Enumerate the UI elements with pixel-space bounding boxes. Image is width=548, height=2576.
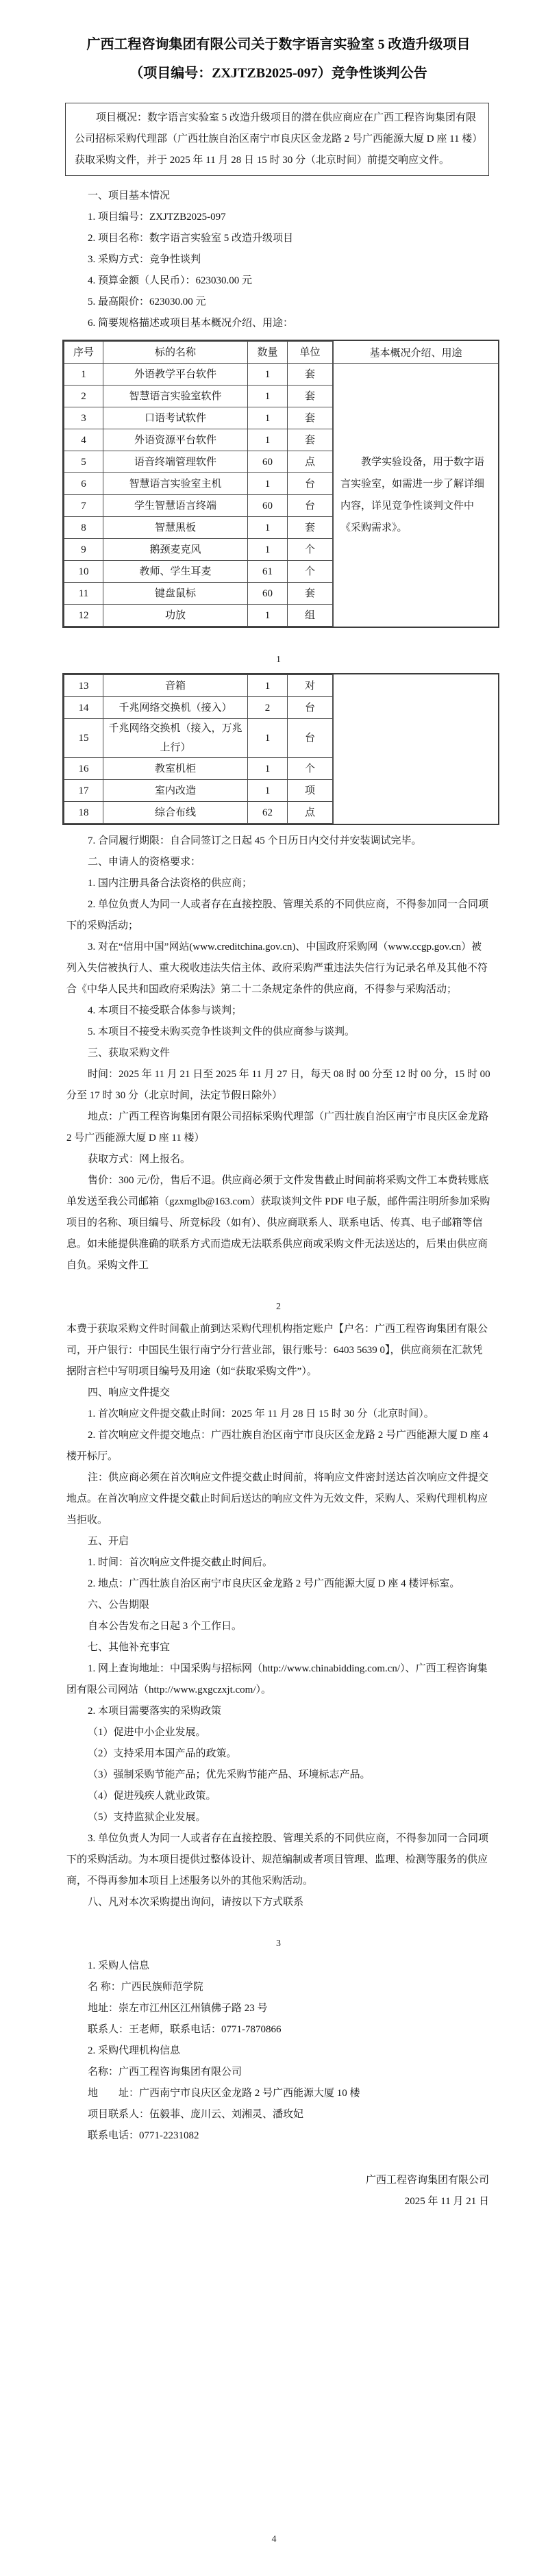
item-row: [64, 517, 333, 539]
item-no-cell: 18: [64, 802, 103, 824]
item-row: [64, 719, 333, 758]
item-row: [64, 780, 333, 802]
col-header-no: 序号: [64, 342, 103, 364]
item-qty-cell: 1: [248, 386, 288, 407]
document-title-line-2: （项目编号：ZXJTZB2025-097）竞争性谈判公告: [129, 66, 427, 81]
item-no-cell: 17: [64, 780, 103, 802]
paragraph: 二、申请人的资格要求：: [88, 857, 201, 868]
item-qty-cell: 60: [248, 583, 288, 605]
paragraph: 自本公告发布之日起 3 个工作日。: [88, 1621, 242, 1632]
item-unit-cell: 套: [288, 583, 333, 605]
item-qty-cell: 1: [248, 473, 288, 495]
paragraph: （3）强制采购节能产品；优先采购节能产品、环境标志产品。: [88, 1769, 371, 1780]
paragraph: （2）支持采用本国产品的政策。: [88, 1748, 237, 1759]
item-qty-cell: 1: [248, 675, 288, 697]
item-row: [64, 539, 333, 561]
item-name-cell: 室内改造: [103, 780, 248, 802]
item-row: [64, 364, 333, 386]
item-name-cell: 千兆网络交换机（接入，万兆上行）: [103, 719, 248, 758]
paragraph: 七、其他补充事宜: [88, 1642, 171, 1653]
item-no-cell: 12: [64, 605, 103, 627]
page-number-1: 1: [276, 655, 281, 665]
description-column-empty: [333, 674, 498, 824]
paragraph: （4）促进残疾人就业政策。: [88, 1791, 216, 1802]
item-qty-cell: 1: [248, 517, 288, 539]
item-no-cell: 2: [64, 386, 103, 407]
item-unit-cell: 组: [288, 605, 333, 627]
item-row: [64, 802, 333, 824]
item-row: [64, 583, 333, 605]
item-qty-cell: 2: [248, 697, 288, 719]
payment-continuation-paragraph: 本费于获取采购文件时间截止前到达采购代理机构指定账户【户名：广西工程咨询集团有限公司，开户银行：中国民生银行南宁分行营业部，银行账号：6403 5639 0】，供应商须在汇款凭据附言栏中写明项目编号及用途（如“获取采购文件”）。: [66, 1324, 488, 1377]
item-unit-cell: 项: [288, 780, 333, 802]
paragraph: 联系人：王老师，联系电话：0771-7870866: [88, 2024, 282, 2035]
item-row: [64, 675, 333, 697]
paragraph: 时间：2025 年 11 月 21 日至 2025 年 11 月 27 日，每天 08 时 00 分至 12 时 00 分，15 时 00 分至 17 时 30 分（北京时间，法定节假日除外）: [66, 1069, 490, 1101]
paragraph: 项目联系人：伍毅菲、庞川云、刘湘灵、潘玫妃: [88, 2109, 304, 2120]
item-unit-cell: 个: [288, 758, 333, 780]
item-qty-cell: 1: [248, 539, 288, 561]
project-overview-paragraph: 项目概况：数字语言实验室 5 改造升级项目的潜在供应商应在广西工程咨询集团有限公司招标采购代理部（广西壮族自治区南宁市良庆区金龙路 2 号广西能源大厦 D 座 11 楼）获取采购文件，并于 2025 年 11 月 28 日 15 时 30 分（北京时间）前提交响应文件。: [75, 112, 477, 166]
item-qty-cell: 1: [248, 364, 288, 386]
document-title: [66, 30, 490, 88]
item-no-cell: 13: [64, 675, 103, 697]
paragraph: 1. 时间：首次响应文件提交截止时间后。: [88, 1557, 273, 1568]
item-no-cell: 4: [64, 429, 103, 451]
item-unit-cell: 套: [288, 364, 333, 386]
paragraph: 地点：广西工程咨询集团有限公司招标采购代理部（广西壮族自治区南宁市良庆区金龙路 2 号广西能源大厦 D 座 11 楼）: [66, 1111, 489, 1144]
paragraph: 名 称：广西民族师范学院: [88, 1982, 203, 1993]
item-unit-cell: 台: [288, 495, 333, 517]
paragraph: 一、项目基本情况: [88, 190, 171, 201]
paragraph: 3. 单位负责人为同一人或者存在直接控股、管理关系的不同供应商，不得参加同一合同项下的采购活动。为本项目提供过整体设计、规范编制或者项目管理、监理、检测等服务的供应商，不得再参加本项目上述服务以外的其他采购活动。: [66, 1833, 489, 1886]
signature-company: 广西工程咨询集团有限公司: [365, 2175, 489, 2186]
item-qty-cell: 1: [248, 429, 288, 451]
paragraph: （1）促进中小企业发展。: [88, 1727, 206, 1738]
section-submission-and-policies: [66, 1382, 490, 1913]
item-unit-cell: 台: [288, 473, 333, 495]
paragraph: 7. 合同履行期限：自合同签订之日起 45 个日历日内交付并安装调试完毕。: [88, 835, 422, 846]
description-column: [333, 341, 498, 627]
item-row: [64, 407, 333, 429]
item-no-cell: 6: [64, 473, 103, 495]
paragraph: 2. 首次响应文件提交地点：广西壮族自治区南宁市良庆区金龙路 2 号广西能源大厦 D 座 4 楼开标厅。: [66, 1430, 488, 1462]
item-qty-cell: 61: [248, 561, 288, 583]
item-no-cell: 7: [64, 495, 103, 517]
paragraph: 6. 简要规格描述或项目基本概况介绍、用途：: [88, 318, 294, 329]
section-requirements-and-documents: [66, 831, 490, 1276]
item-no-cell: 15: [64, 719, 103, 758]
item-unit-cell: 个: [288, 539, 333, 561]
item-qty-cell: 60: [248, 451, 288, 473]
item-unit-cell: 套: [288, 429, 333, 451]
item-unit-cell: 点: [288, 802, 333, 824]
item-name-cell: 智慧语言实验室主机: [103, 473, 248, 495]
item-no-cell: 1: [64, 364, 103, 386]
item-row: [64, 605, 333, 627]
item-no-cell: 5: [64, 451, 103, 473]
item-name-cell: 外语教学平台软件: [103, 364, 248, 386]
paragraph: 六、公告期限: [88, 1600, 150, 1611]
paragraph: 名称：广西工程咨询集团有限公司: [88, 2067, 242, 2078]
col-header-unit: 单位: [288, 342, 333, 364]
item-name-cell: 键盘鼠标: [103, 583, 248, 605]
item-name-cell: 教室机柜: [103, 758, 248, 780]
col-header-description: 基本概况介绍、用途: [334, 341, 498, 364]
paragraph: （5）支持监狱企业发展。: [88, 1812, 206, 1823]
item-unit-cell: 套: [288, 517, 333, 539]
section-contact-info: [66, 1956, 490, 2147]
col-header-qty: 数量: [248, 342, 288, 364]
paragraph: 获取方式：网上报名。: [88, 1154, 191, 1165]
item-name-cell: 智慧黑板: [103, 517, 248, 539]
paragraph: 注：供应商必须在首次响应文件提交截止时间前，将响应文件密封送达首次响应文件提交地点。在首次响应文件提交截止时间后送达的响应文件为无效文件，采购人、采购代理机构应当拒收。: [66, 1472, 489, 1526]
paragraph: 联系电话：0771-2231082: [88, 2130, 199, 2141]
item-name-cell: 鹅颈麦克风: [103, 539, 248, 561]
item-unit-cell: 台: [288, 719, 333, 758]
paragraph: 四、响应文件提交: [88, 1387, 171, 1398]
item-no-cell: 11: [64, 583, 103, 605]
items-table-page1-grid: [64, 341, 333, 627]
item-qty-cell: 1: [248, 605, 288, 627]
page-number-3: 3: [276, 1939, 281, 1949]
item-unit-cell: 套: [288, 407, 333, 429]
item-name-cell: 语音终端管理软件: [103, 451, 248, 473]
paragraph: 5. 本项目不接受未购买竞争性谈判文件的供应商参与谈判。: [88, 1026, 356, 1037]
paragraph: 2. 单位负责人为同一人或者存在直接控股、管理关系的不同供应商，不得参加同一合同项下的采购活动；: [66, 899, 489, 931]
item-row: [64, 451, 333, 473]
page-number-2: 2: [276, 1302, 281, 1312]
signature-date: 2025 年 11 月 21 日: [404, 2196, 489, 2207]
paragraph: 4. 预算金额（人民币）：623030.00 元: [88, 275, 253, 286]
section-basic-info: [66, 186, 490, 334]
paragraph: 2. 项目名称：数字语言实验室 5 改造升级项目: [88, 233, 294, 244]
project-overview-box: [65, 103, 489, 176]
item-row: [64, 697, 333, 719]
item-name-cell: 功放: [103, 605, 248, 627]
item-name-cell: 口语考试软件: [103, 407, 248, 429]
item-unit-cell: 套: [288, 386, 333, 407]
paragraph: 1. 项目编号：ZXJTZB2025-097: [88, 212, 226, 223]
item-name-cell: 智慧语言实验室软件: [103, 386, 248, 407]
paragraph: 1. 国内注册具备合法资格的供应商；: [88, 878, 253, 889]
document-title-line-1: 广西工程咨询集团有限公司关于数字语言实验室 5 改造升级项目: [86, 37, 471, 52]
item-unit-cell: 对: [288, 675, 333, 697]
item-no-cell: 9: [64, 539, 103, 561]
paragraph: 3. 对在“信用中国”网站(www.creditchina.gov.cn)、中国政府采购网（www.ccgp.gov.cn）被列入失信被执行人、重大税收违法失信主体、政府采购严重违法失信行为记录名单及其他不符合《中华人民共和国政府采购法》第二十二条规定条件的供应商，不得参与采购活动；: [66, 942, 488, 995]
item-name-cell: 教师、学生耳麦: [103, 561, 248, 583]
items-table-page2-grid: [64, 674, 333, 824]
item-name-cell: 综合布线: [103, 802, 248, 824]
item-unit-cell: 个: [288, 561, 333, 583]
item-no-cell: 8: [64, 517, 103, 539]
item-row: [64, 561, 333, 583]
paragraph: 2. 采购代理机构信息: [88, 2045, 181, 2056]
item-qty-cell: 62: [248, 802, 288, 824]
paragraph: 地址：崇左市江州区江州镇佛子路 23 号: [88, 2003, 268, 2014]
paragraph: 3. 采购方式：竞争性谈判: [88, 254, 201, 265]
item-qty-cell: 1: [248, 758, 288, 780]
paragraph: 1. 首次响应文件提交截止时间：2025 年 11 月 28 日 15 时 30 分（北京时间）。: [88, 1409, 434, 1419]
item-qty-cell: 1: [248, 780, 288, 802]
item-row: [64, 429, 333, 451]
items-description-cell: [334, 364, 498, 627]
item-unit-cell: 点: [288, 451, 333, 473]
item-no-cell: 14: [64, 697, 103, 719]
item-qty-cell: 1: [248, 407, 288, 429]
item-name-cell: 学生智慧语言终端: [103, 495, 248, 517]
paragraph: 2. 本项目需要落实的采购政策: [88, 1706, 222, 1717]
item-row: [64, 473, 333, 495]
col-header-name: 标的名称: [103, 342, 248, 364]
item-row: [64, 758, 333, 780]
paragraph: 1. 网上查询地址：中国采购与招标网（http://www.chinabidding.com.cn/）、广西工程咨询集团有限公司网站（http://www.gxgczxjt.com/）。: [66, 1663, 488, 1695]
item-no-cell: 10: [64, 561, 103, 583]
item-name-cell: 音箱: [103, 675, 248, 697]
item-unit-cell: 台: [288, 697, 333, 719]
page-number-4: 4: [271, 2534, 277, 2545]
items-description-text: 教学实验设备，用于数字语言实验室，如需进一步了解详细内容，详见竞争性谈判文件中《采购需求》。: [340, 457, 485, 533]
item-name-cell: 外语资源平台软件: [103, 429, 248, 451]
item-qty-cell: 1: [248, 719, 288, 758]
item-row: [64, 386, 333, 407]
item-qty-cell: 60: [248, 495, 288, 517]
signature-block: [66, 2170, 490, 2212]
items-table-header-row: [64, 342, 333, 364]
paragraph: 八、凡对本次采购提出询问，请按以下方式联系: [88, 1897, 304, 1908]
paragraph: 2. 地点：广西壮族自治区南宁市良庆区金龙路 2 号广西能源大厦 D 座 4 楼评标室。: [88, 1578, 460, 1589]
paragraph: 售价：300 元/份，售后不退。供应商必须于文件发售截止时间前将采购文件工本费转账底单发送至我公司邮箱（gzxmglb@163.com）获取谈判文件 PDF 电子版，邮件需注明所参加采购项目的名称、项目编号、所竞标段（如有）、供应商联系人、联系电话、传真、电子邮箱等信息。如未能提供准确的联系方式而造成无法联系供应商或采购文件无法送达的，后果由供应商自负。采购文件工: [66, 1175, 490, 1271]
paragraph: 五、开启: [88, 1536, 129, 1547]
item-no-cell: 3: [64, 407, 103, 429]
paragraph: 4. 本项目不接受联合体参与谈判；: [88, 1005, 242, 1016]
item-no-cell: 16: [64, 758, 103, 780]
paragraph: 5. 最高限价：623030.00 元: [88, 296, 206, 307]
items-table-page1: [62, 340, 499, 628]
paragraph: 1. 采购人信息: [88, 1960, 150, 1971]
paragraph: 地 址：广西南宁市良庆区金龙路 2 号广西能源大厦 10 楼: [88, 2088, 360, 2099]
item-row: [64, 495, 333, 517]
item-name-cell: 千兆网络交换机（接入）: [103, 697, 248, 719]
paragraph: 三、获取采购文件: [88, 1048, 171, 1059]
items-table-page2: [62, 673, 499, 825]
